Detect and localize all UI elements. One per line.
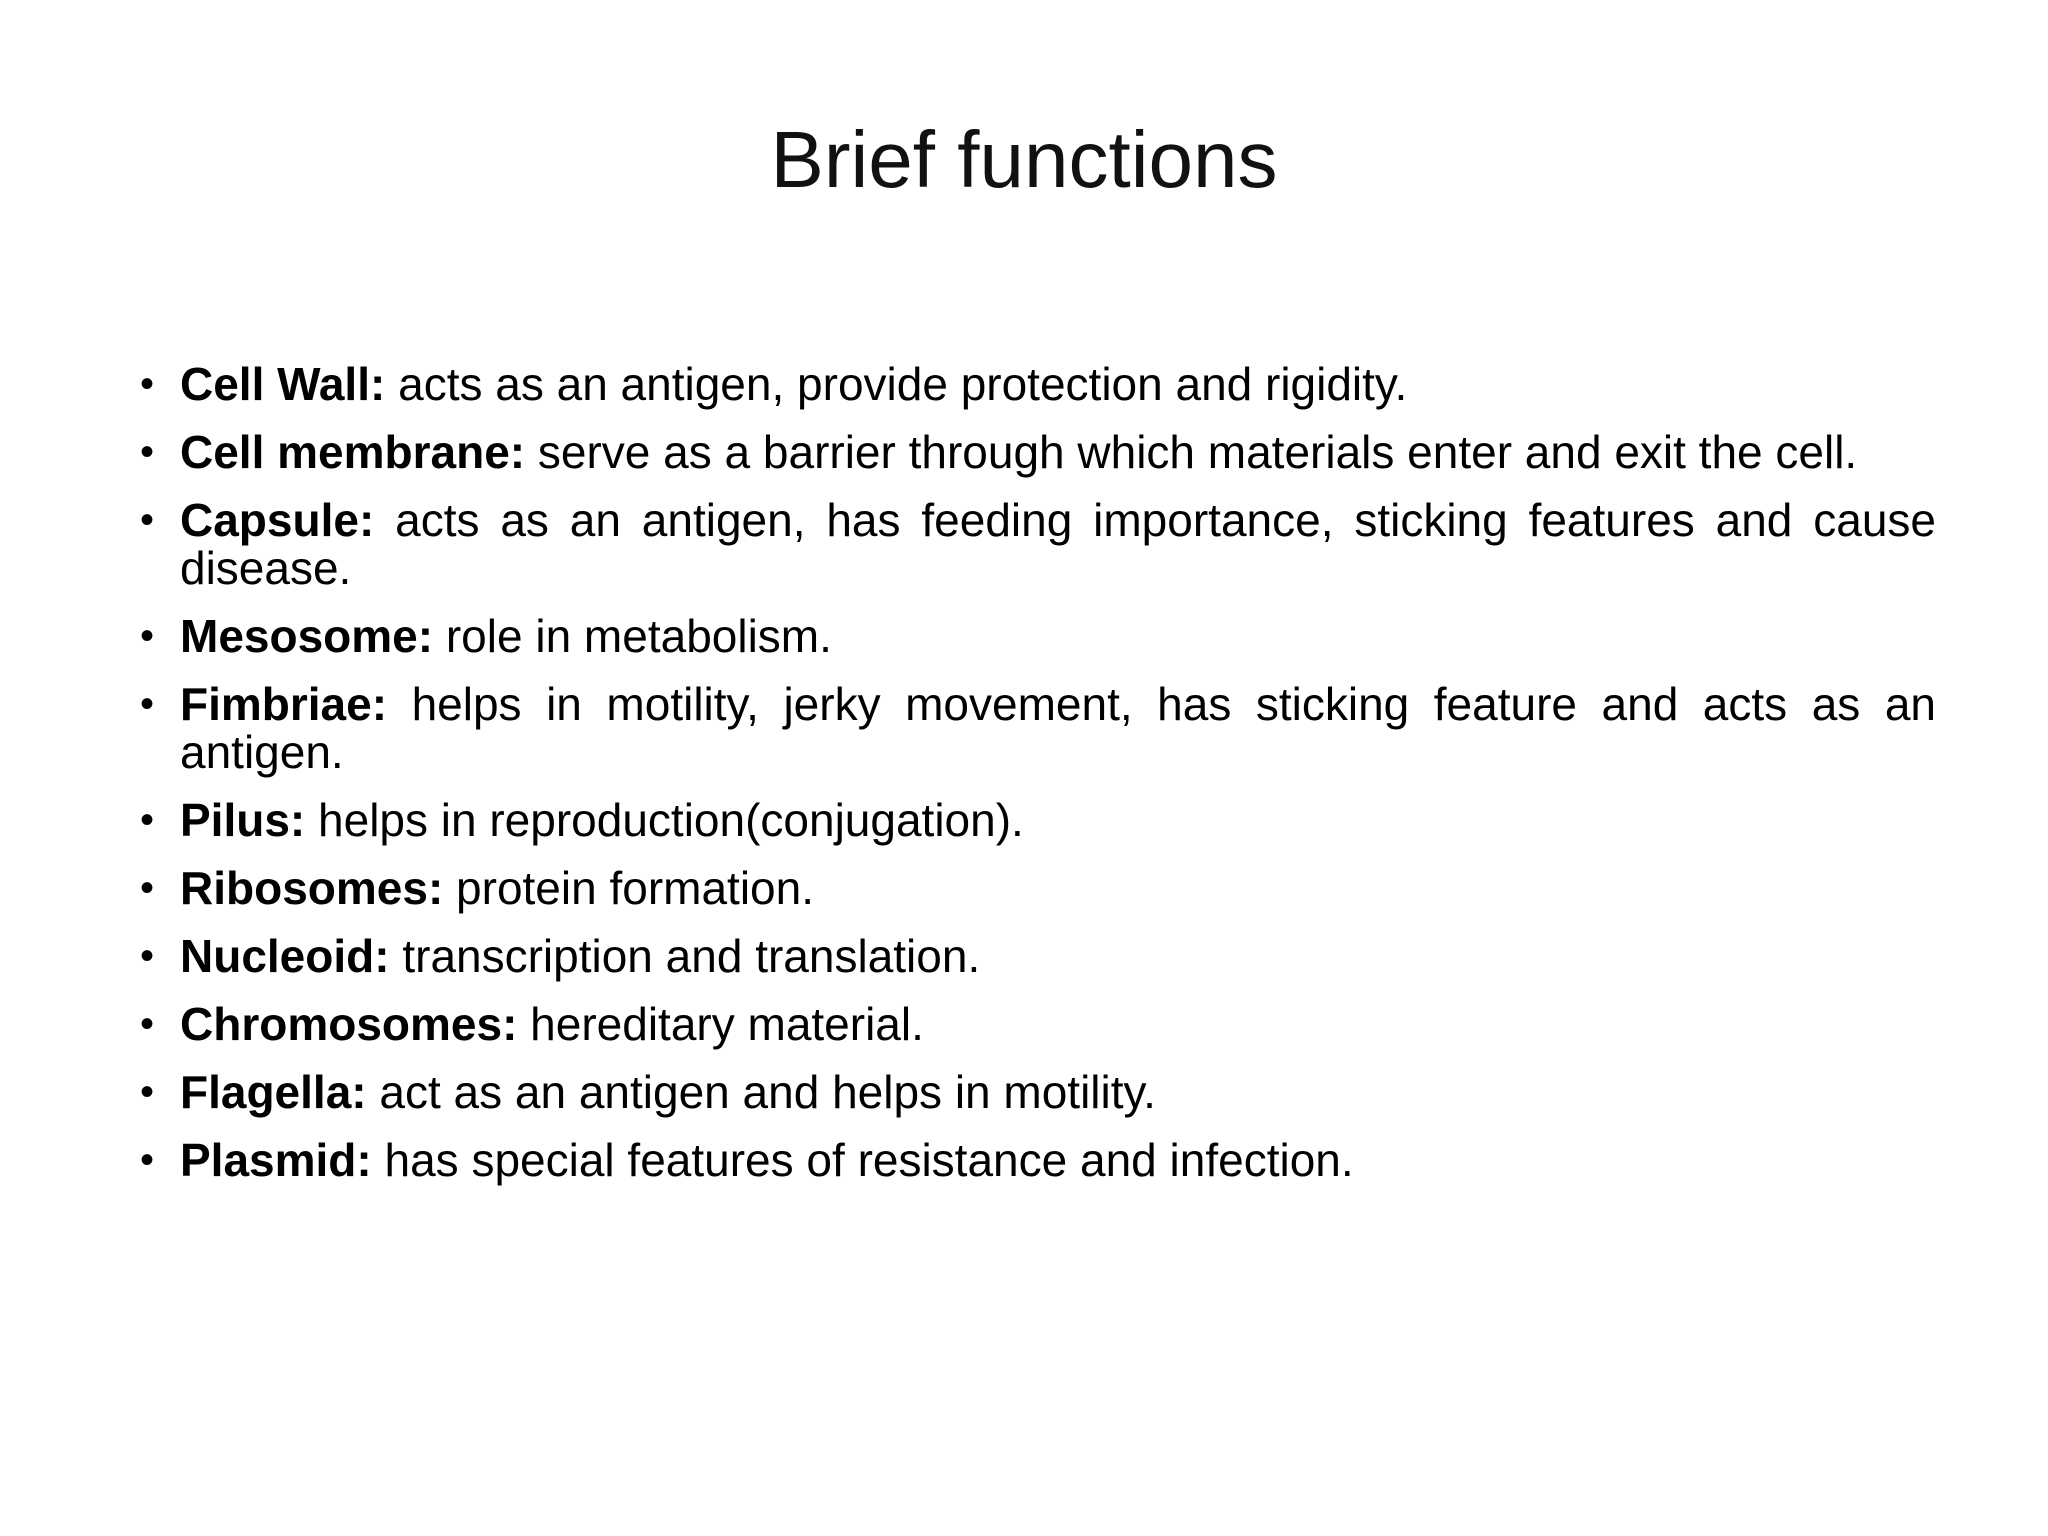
bullet-term: Ribosomes: [180,862,444,914]
bullet-term: Cell Wall: [180,358,386,410]
bullet-item-plasmid [140,1136,1936,1184]
bullet-icon: • [140,614,155,658]
bullet-icon: • [140,498,155,542]
bullet-text: transcription and translation. [389,930,981,982]
bullet-item-mesosome [140,612,1936,660]
bullet-item-fimbriae [140,680,1936,776]
bullet-text: hereditary material. [517,998,924,1050]
bullet-item-pilus [140,796,1936,844]
bullet-item-chromosomes [140,1000,1936,1048]
bullet-term: Mesosome: [180,610,434,662]
bullet-term: Chromosomes: [180,998,518,1050]
bullet-text: act as an antigen and helps in motility. [366,1066,1156,1118]
bullet-icon: • [140,682,155,726]
bullet-text: helps in motility, jerky movement, has sticking feature and acts as an antigen. [180,678,1936,778]
bullet-item-ribosomes [140,864,1936,912]
slide-title: Brief functions [770,115,1278,204]
bullet-term: Flagella: [180,1066,367,1118]
bullet-text: role in metabolism. [433,610,832,662]
bullet-icon: • [140,934,155,978]
bullet-term: Plasmid: [180,1134,372,1186]
bullet-term: Pilus: [180,794,306,846]
bullet-icon: • [140,1138,155,1182]
bullet-item-cell-wall [140,360,1936,408]
bullet-icon: • [140,866,155,910]
bullet-item-flagella [140,1068,1936,1116]
bullet-icon: • [140,1002,155,1046]
bullet-text: helps in reproduction(conjugation). [305,794,1024,846]
bullet-item-cell-membrane [140,428,1936,476]
bullet-term: Nucleoid: [180,930,390,982]
bullet-icon: • [140,362,155,406]
bullet-item-nucleoid [140,932,1936,980]
bullet-text: acts as an antigen, has feeding importance, sticking features and cause disease. [180,494,1936,594]
bullet-list [140,360,1936,1204]
bullet-text: has special features of resistance and infection. [371,1134,1354,1186]
bullet-term: Cell membrane: [180,426,526,478]
bullet-text: serve as a barrier through which materials enter and exit the cell. [525,426,1858,478]
bullet-term: Fimbriae: [180,678,388,730]
bullet-icon: • [140,430,155,474]
bullet-icon: • [140,1070,155,1114]
bullet-text: acts as an antigen, provide protection and rigidity. [385,358,1408,410]
bullet-icon: • [140,798,155,842]
bullet-term: Capsule: [180,494,375,546]
bullet-item-capsule [140,496,1936,592]
bullet-text: protein formation. [443,862,815,914]
